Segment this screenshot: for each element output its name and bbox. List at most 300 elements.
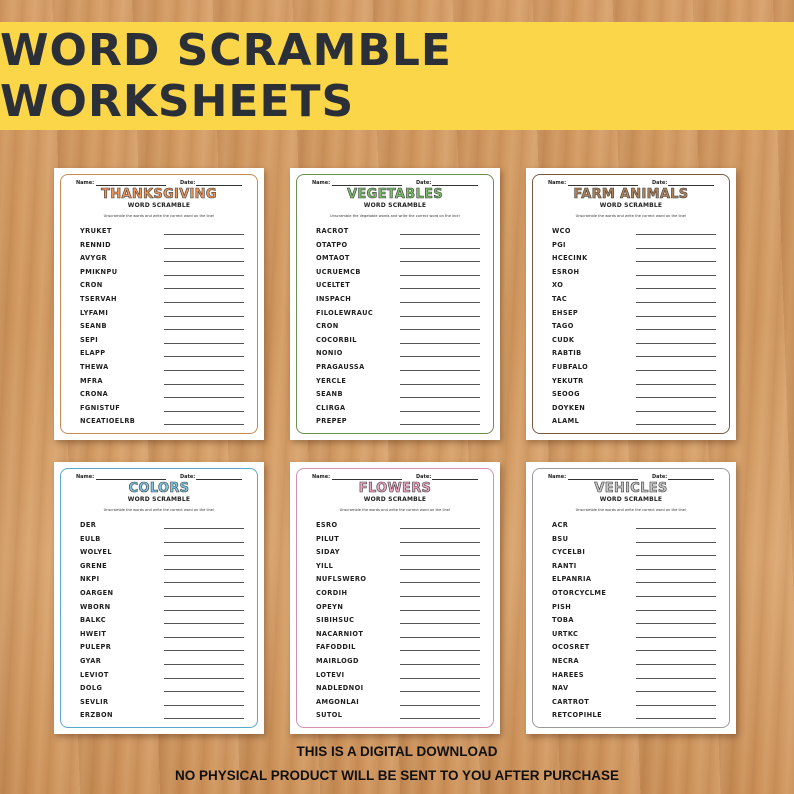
word-list (316, 226, 480, 430)
answer-line (400, 370, 480, 371)
word-row (316, 240, 480, 254)
answer-line (164, 356, 244, 357)
answer-line (636, 555, 716, 556)
word-list (80, 520, 244, 724)
word-list (552, 520, 716, 724)
word-row (552, 267, 716, 281)
word-row (316, 615, 480, 629)
scrambled-word: BSU (552, 534, 569, 543)
answer-line (164, 691, 244, 692)
word-row (80, 602, 244, 616)
answer-line (164, 610, 244, 611)
scrambled-word: HCECINK (552, 254, 588, 263)
word-row (552, 656, 716, 670)
worksheet-vehicles (526, 462, 736, 734)
scrambled-word: WOLYEL (80, 548, 112, 557)
word-row (80, 376, 244, 390)
answer-line (164, 411, 244, 412)
answer-line (400, 691, 480, 692)
word-row (316, 294, 480, 308)
scrambled-word: XO (552, 281, 564, 290)
answer-line (400, 316, 480, 317)
answer-line (400, 542, 480, 543)
scrambled-word: SEANB (316, 390, 343, 399)
scrambled-word: OTATPO (316, 240, 348, 249)
worksheet-subtitle: WORD SCRAMBLE (599, 496, 663, 503)
word-row (552, 615, 716, 629)
word-row (552, 321, 716, 335)
answer-line (400, 528, 480, 529)
answer-line (164, 705, 244, 706)
answer-line (400, 678, 480, 679)
scrambled-word: CORDIH (316, 588, 348, 597)
scrambled-word: ELPANRIA (552, 575, 592, 584)
word-row (552, 416, 716, 430)
worksheet-title: VEGETABLES (347, 187, 443, 202)
name-label: Name: (312, 474, 331, 480)
word-row (80, 642, 244, 656)
word-row (80, 710, 244, 724)
scrambled-word: NKPI (80, 575, 100, 584)
answer-line (164, 596, 244, 597)
answer-line (164, 329, 244, 330)
scrambled-word: CRON (316, 322, 339, 331)
word-row (316, 376, 480, 390)
answer-line (636, 718, 716, 719)
date-label: Date: (416, 474, 432, 480)
scrambled-word: CARTROT (552, 697, 590, 706)
word-row (316, 308, 480, 322)
word-row (80, 321, 244, 335)
worksheet-subtitle: WORD SCRAMBLE (599, 202, 663, 209)
answer-line (164, 343, 244, 344)
word-row (316, 670, 480, 684)
scrambled-word: OARGEN (80, 588, 114, 597)
answer-line (636, 329, 716, 330)
word-row (80, 547, 244, 561)
scrambled-word: PGI (552, 240, 566, 249)
worksheet-colors (54, 462, 264, 734)
answer-line (636, 248, 716, 249)
scrambled-word: YRUKET (80, 227, 112, 235)
answer-line (164, 528, 244, 529)
word-row (80, 389, 244, 403)
answer-line (636, 356, 716, 357)
answer-line (636, 637, 716, 638)
answer-line (164, 650, 244, 651)
scrambled-word: ERZBON (80, 711, 113, 720)
word-row (80, 520, 244, 534)
word-row (552, 629, 716, 643)
scrambled-word: WBORN (80, 602, 111, 611)
word-row (316, 226, 480, 240)
word-row (316, 348, 480, 362)
scrambled-word: TAC (552, 294, 568, 303)
word-row (316, 561, 480, 575)
word-row (316, 362, 480, 376)
word-row (552, 534, 716, 548)
word-row (552, 588, 716, 602)
word-row (316, 403, 480, 417)
answer-line (400, 411, 480, 412)
worksheet-instruction: Unscramble the Vegetable words and write the correct word on the line! (330, 214, 460, 218)
word-row (316, 629, 480, 643)
title-banner (0, 22, 794, 130)
footer-line-2: NO PHYSICAL PRODUCT WILL BE SENT TO YOU AFTER PURCHASE (174, 768, 620, 783)
word-row (316, 602, 480, 616)
answer-line (164, 424, 244, 425)
worksheet-farm-animals (526, 168, 736, 440)
answer-line (400, 288, 480, 289)
scrambled-word: CRONA (80, 390, 109, 399)
worksheet-instruction: Unscramble the words and write the correct word on the line! (575, 508, 687, 512)
answer-line (164, 384, 244, 385)
scrambled-word: SUTOL (316, 711, 343, 720)
answer-line (636, 302, 716, 303)
answer-line (164, 664, 244, 665)
answer-line (636, 411, 716, 412)
answer-line (400, 248, 480, 249)
scrambled-word: ELAPP (80, 349, 106, 358)
scrambled-word: ACR (552, 521, 569, 529)
answer-line (400, 569, 480, 570)
scrambled-word: NONIO (316, 349, 343, 358)
date-line (196, 479, 242, 480)
answer-line (164, 637, 244, 638)
word-row (316, 267, 480, 281)
word-row (316, 547, 480, 561)
word-row (552, 376, 716, 390)
word-row (552, 308, 716, 322)
word-row (80, 534, 244, 548)
answer-line (400, 596, 480, 597)
answer-line (164, 555, 244, 556)
answer-line (164, 582, 244, 583)
scrambled-word: SIBIHSUC (316, 616, 355, 625)
word-row (80, 267, 244, 281)
answer-line (164, 288, 244, 289)
word-row (80, 656, 244, 670)
word-row (80, 670, 244, 684)
answer-line (636, 528, 716, 529)
date-line (668, 479, 714, 480)
word-row (316, 710, 480, 724)
scrambled-word: PULEPR (80, 643, 112, 652)
answer-line (636, 288, 716, 289)
answer-line (400, 637, 480, 638)
answer-line (636, 384, 716, 385)
word-row (552, 697, 716, 711)
scrambled-word: RANTI (552, 561, 577, 570)
scrambled-word: OCOSRET (552, 643, 590, 652)
word-row (80, 403, 244, 417)
scrambled-word: CRON (80, 281, 103, 290)
worksheet-vegetables (290, 168, 500, 440)
answer-line (164, 370, 244, 371)
word-row (80, 629, 244, 643)
name-label: Name: (76, 474, 95, 480)
answer-line (636, 705, 716, 706)
word-row (552, 280, 716, 294)
answer-line (164, 397, 244, 398)
answer-line (164, 261, 244, 262)
answer-line (400, 384, 480, 385)
answer-line (636, 691, 716, 692)
answer-line (400, 582, 480, 583)
word-row (552, 335, 716, 349)
worksheet-subtitle: WORD SCRAMBLE (127, 202, 191, 209)
scrambled-word: TOBA (552, 616, 574, 625)
answer-line (400, 275, 480, 276)
scrambled-word: LEVIOT (80, 670, 109, 679)
scrambled-word: RABTIB (552, 349, 582, 358)
answer-line (636, 678, 716, 679)
name-line (332, 185, 402, 186)
worksheet-title: VEHICLES (594, 481, 668, 496)
scrambled-word: GRENE (80, 561, 108, 570)
answer-line (164, 234, 244, 235)
scrambled-word: RETCOPIHLE (552, 711, 603, 720)
word-row (552, 294, 716, 308)
answer-line (164, 302, 244, 303)
word-row (80, 588, 244, 602)
word-list (80, 226, 244, 430)
scrambled-word: FUBFALO (552, 362, 589, 371)
scrambled-word: CLIRGA (316, 403, 346, 412)
scrambled-word: WCO (552, 227, 571, 235)
word-row (552, 226, 716, 240)
word-row (316, 416, 480, 430)
scrambled-word: BALKC (80, 616, 106, 625)
scrambled-word: SEOOG (552, 390, 580, 399)
word-row (552, 602, 716, 616)
scrambled-word: NECRA (552, 656, 580, 665)
answer-line (164, 623, 244, 624)
scrambled-word: MFRA (80, 376, 103, 385)
answer-line (636, 370, 716, 371)
date-label: Date: (180, 180, 196, 186)
answer-line (400, 664, 480, 665)
word-row (80, 683, 244, 697)
word-row (80, 308, 244, 322)
worksheet-instruction: Unscramble the words and write the correct word on the line! (103, 214, 215, 218)
word-row (80, 348, 244, 362)
answer-line (636, 234, 716, 235)
answer-line (636, 542, 716, 543)
worksheet-subtitle: WORD SCRAMBLE (127, 496, 191, 503)
worksheet-instruction: Unscramble the words and write the correct word on the line! (103, 508, 215, 512)
word-row (552, 710, 716, 724)
word-row (316, 520, 480, 534)
worksheet-instruction: Unscramble the words and write the correct word on the line! (339, 508, 451, 512)
word-row (552, 574, 716, 588)
scrambled-word: YEKUTR (552, 376, 584, 385)
worksheet-subtitle: WORD SCRAMBLE (363, 496, 427, 503)
answer-line (400, 302, 480, 303)
name-label: Name: (548, 180, 567, 186)
word-row (80, 253, 244, 267)
answer-line (636, 582, 716, 583)
scrambled-word: DOLG (80, 684, 103, 693)
name-line (96, 479, 166, 480)
scrambled-word: UCELTET (316, 281, 351, 290)
scrambled-word: FGNISTUF (80, 403, 121, 412)
scrambled-word: FILOLEWRAUC (316, 308, 374, 317)
answer-line (636, 397, 716, 398)
word-row (80, 335, 244, 349)
scrambled-word: PISH (552, 602, 572, 611)
scrambled-word: YILL (316, 561, 334, 570)
scrambled-word: TAGO (552, 322, 574, 331)
word-row (552, 547, 716, 561)
worksheet-title: COLORS (128, 481, 190, 496)
scrambled-word: PILUT (316, 534, 340, 543)
name-label: Name: (76, 180, 95, 186)
answer-line (164, 542, 244, 543)
scrambled-word: SEVLIR (80, 697, 109, 706)
worksheet-flowers (290, 462, 500, 734)
answer-line (636, 569, 716, 570)
answer-line (400, 234, 480, 235)
answer-line (400, 718, 480, 719)
word-row (316, 588, 480, 602)
answer-line (400, 343, 480, 344)
worksheet-thanksgiving (54, 168, 264, 440)
name-line (568, 479, 638, 480)
worksheet-instruction: Unscramble the words and write the correct word on the line! (575, 214, 687, 218)
scrambled-word: AVYGR (80, 254, 108, 263)
scrambled-word: URTKC (552, 629, 579, 638)
date-label: Date: (180, 474, 196, 480)
answer-line (164, 569, 244, 570)
date-label: Date: (652, 474, 668, 480)
scrambled-word: PMIKNPU (80, 267, 118, 276)
name-line (568, 185, 638, 186)
scrambled-word: FAFODDIL (316, 643, 356, 652)
scrambled-word: UCRUEMCB (316, 267, 361, 276)
word-row (552, 240, 716, 254)
footer-line-1: THIS IS A DIGITAL DOWNLOAD (296, 744, 498, 759)
scrambled-word: MAIRLOGD (316, 656, 359, 665)
answer-line (636, 623, 716, 624)
answer-line (636, 596, 716, 597)
word-row (316, 574, 480, 588)
answer-line (400, 555, 480, 556)
answer-line (636, 650, 716, 651)
scrambled-word: NUFLSWERO (316, 575, 367, 584)
scrambled-word: SEPI (80, 335, 99, 344)
scrambled-word: HWEIT (80, 629, 107, 638)
answer-line (400, 397, 480, 398)
scrambled-word: ALAML (552, 417, 580, 426)
scrambled-word: ESRO (316, 521, 338, 529)
name-line (332, 479, 402, 480)
date-line (196, 185, 242, 186)
word-row (316, 642, 480, 656)
word-row (552, 670, 716, 684)
word-row (80, 561, 244, 575)
answer-line (400, 650, 480, 651)
answer-line (400, 261, 480, 262)
worksheet-title: THANKSGIVING (101, 187, 217, 202)
scrambled-word: OPEYN (316, 602, 344, 611)
scrambled-word: HAREES (552, 670, 584, 679)
answer-line (636, 664, 716, 665)
scrambled-word: CYCELBI (552, 548, 586, 557)
scrambled-word: AMGONLAI (316, 697, 360, 706)
date-label: Date: (652, 180, 668, 186)
scrambled-word: RENNID (80, 240, 111, 249)
scrambled-word: DER (80, 521, 97, 529)
word-row (316, 534, 480, 548)
scrambled-word: PREPEP (316, 417, 347, 426)
word-row (80, 697, 244, 711)
word-row (316, 280, 480, 294)
answer-line (636, 610, 716, 611)
scrambled-word: GYAR (80, 656, 102, 665)
answer-line (400, 329, 480, 330)
word-row (552, 362, 716, 376)
name-label: Name: (312, 180, 331, 186)
scrambled-word: PRAGAUSSA (316, 362, 365, 371)
scrambled-word: DOYKEN (552, 403, 586, 412)
answer-line (164, 718, 244, 719)
worksheet-title: FARM ANIMALS (573, 187, 689, 202)
scrambled-word: OTORCYCLME (552, 588, 607, 597)
scrambled-word: NAV (552, 684, 569, 693)
word-row (80, 240, 244, 254)
scrambled-word: EULB (80, 534, 101, 543)
answer-line (400, 356, 480, 357)
word-row (316, 697, 480, 711)
answer-line (400, 610, 480, 611)
word-row (80, 615, 244, 629)
scrambled-word: SIDAY (316, 548, 340, 557)
word-row (80, 226, 244, 240)
scrambled-word: LOTEVI (316, 670, 345, 679)
date-line (432, 185, 478, 186)
scrambled-word: EHSEP (552, 308, 579, 317)
word-row (552, 642, 716, 656)
scrambled-word: LYFAMI (80, 308, 109, 317)
name-line (96, 185, 166, 186)
word-list (552, 226, 716, 430)
scrambled-word: NACARNIOT (316, 629, 364, 638)
word-row (316, 656, 480, 670)
word-row (552, 520, 716, 534)
worksheet-subtitle: WORD SCRAMBLE (363, 202, 427, 209)
scrambled-word: INSPACH (316, 294, 352, 303)
word-row (552, 253, 716, 267)
answer-line (164, 316, 244, 317)
date-label: Date: (416, 180, 432, 186)
word-row (316, 321, 480, 335)
word-row (316, 253, 480, 267)
word-list (316, 520, 480, 724)
answer-line (400, 623, 480, 624)
scrambled-word: COCORBIL (316, 335, 357, 344)
name-label: Name: (548, 474, 567, 480)
scrambled-word: OMTAOT (316, 254, 350, 263)
answer-line (636, 343, 716, 344)
word-row (80, 362, 244, 376)
date-line (432, 479, 478, 480)
answer-line (164, 275, 244, 276)
word-row (80, 416, 244, 430)
scrambled-word: RACROT (316, 227, 349, 235)
word-row (80, 574, 244, 588)
scrambled-word: YERCLE (316, 376, 347, 385)
